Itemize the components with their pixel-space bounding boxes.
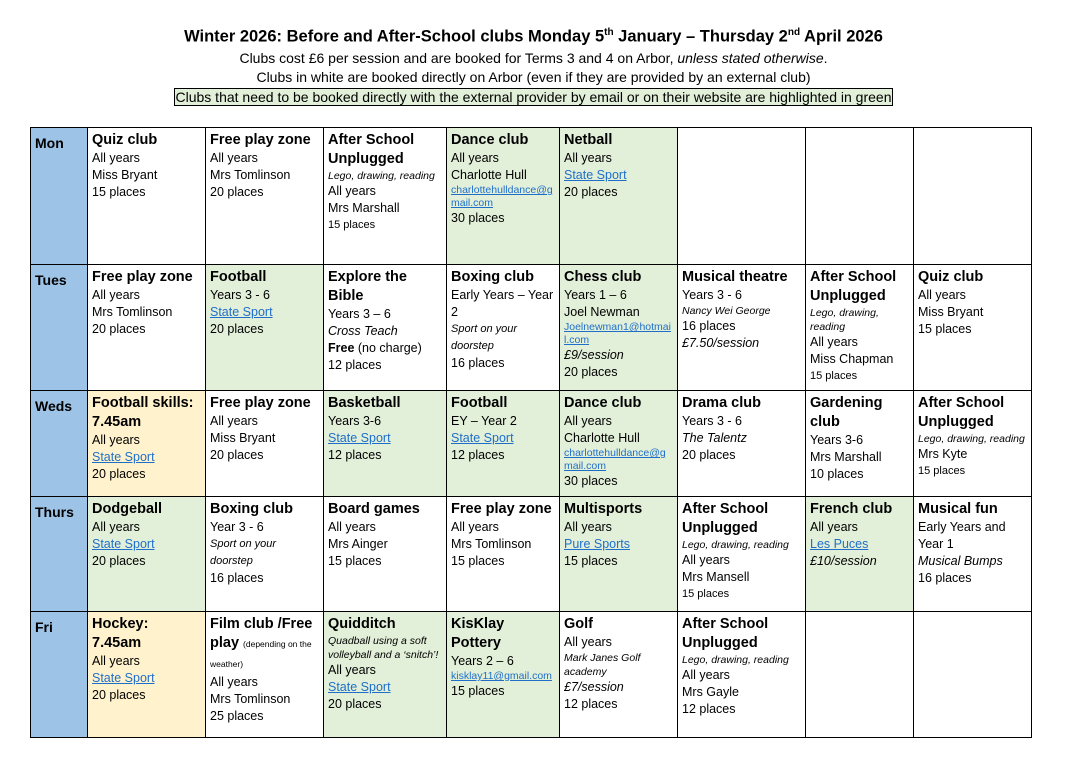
club-cell	[206, 391, 324, 497]
club-note: Lego, drawing, reading	[682, 539, 789, 551]
club-cell	[206, 497, 324, 612]
club-years: Years 2 – 6	[451, 654, 514, 668]
club-name: Golf	[564, 616, 593, 632]
club-years: Years 3 - 6	[682, 414, 742, 428]
club-years: All years	[451, 520, 499, 534]
provider-link[interactable]: State Sport	[328, 680, 391, 694]
club-places: 20 places	[92, 467, 146, 481]
club-years: All years	[92, 151, 140, 165]
club-years: All years	[328, 184, 376, 198]
row-monday	[31, 128, 1032, 265]
club-years: All years	[451, 151, 499, 165]
club-years: All years	[92, 288, 140, 302]
club-cell	[324, 265, 447, 391]
club-name: French club	[810, 501, 893, 517]
club-provider: Cross Teach	[328, 324, 398, 338]
club-places: 15 places	[810, 370, 858, 382]
club-years: All years	[328, 663, 376, 677]
provider-link[interactable]: State Sport	[92, 537, 155, 551]
club-name: KisKlay Pottery	[451, 616, 505, 651]
club-places: 30 places	[564, 474, 618, 488]
club-years: All years	[682, 553, 730, 567]
empty-cell	[806, 612, 914, 738]
club-leader: Mrs Marshall	[810, 450, 882, 464]
email-link[interactable]: charlottehulldance@gmail.com	[564, 447, 666, 472]
provider-link[interactable]: State Sport	[564, 168, 627, 182]
club-years: Early Years – Year 2	[451, 288, 554, 319]
provider-link[interactable]: Les Puces	[810, 537, 869, 551]
club-name: Football	[451, 395, 508, 411]
club-places: 20 places	[210, 448, 264, 462]
green-note: Clubs that need to be booked directly with the external provider by email or on their website are highlighted in green	[175, 89, 892, 105]
club-cell	[560, 391, 678, 497]
club-years: All years	[92, 654, 140, 668]
club-places: 16 places	[210, 571, 264, 585]
email-link[interactable]: charlottehulldance@gmail.com	[451, 184, 553, 209]
club-cell	[324, 497, 447, 612]
row-wednesday	[31, 391, 1032, 497]
club-cell	[324, 612, 447, 738]
club-cell	[88, 391, 206, 497]
page-title: Winter 2026: Before and After-School clubs Monday 5th January – Thursday 2nd April 2026	[184, 27, 883, 46]
club-years: All years	[92, 520, 140, 534]
provider-link[interactable]: State Sport	[92, 671, 155, 685]
club-name: Football	[210, 269, 267, 285]
email-link[interactable]: kisklay11@gmail.com	[451, 670, 552, 682]
club-places: 16 places	[918, 571, 972, 585]
empty-cell	[914, 612, 1032, 738]
club-places: 12 places	[328, 358, 382, 372]
club-name: Free play zone	[210, 395, 311, 411]
club-cell	[206, 612, 324, 738]
empty-cell	[678, 128, 806, 265]
club-years: Year 3 - 6	[210, 520, 264, 534]
club-places: 15 places	[918, 322, 972, 336]
club-leader: Miss Chapman	[810, 352, 894, 366]
club-places: 15 places	[328, 219, 376, 231]
club-leader: Mrs Gayle	[682, 685, 739, 699]
club-name: Chess club	[564, 269, 642, 285]
club-places: 20 places	[92, 322, 146, 336]
club-cell	[447, 265, 560, 391]
club-years: All years	[564, 635, 612, 649]
club-name: Free play zone	[210, 132, 311, 148]
club-places: 15 places	[451, 554, 505, 568]
club-name: Board games	[328, 501, 420, 517]
club-price: £10/session	[810, 554, 877, 568]
club-cell	[324, 391, 447, 497]
club-name: After School Unplugged	[682, 501, 769, 536]
club-name: After School Unplugged	[810, 269, 897, 304]
club-price: £7.50/session	[682, 336, 760, 350]
club-places: 12 places	[682, 702, 736, 716]
club-places: 20 places	[682, 448, 736, 462]
club-leader: Mrs Marshall	[328, 201, 400, 215]
club-leader: Miss Bryant	[92, 168, 158, 182]
club-cell	[560, 128, 678, 265]
club-price: £9/session	[564, 348, 624, 362]
clubs-table	[30, 127, 1032, 738]
club-places: 20 places	[210, 185, 264, 199]
club-note: Lego, drawing, reading	[810, 307, 879, 333]
club-name: After School Unplugged	[682, 616, 769, 651]
club-cell	[88, 612, 206, 738]
club-years: Years 3 – 6	[328, 307, 391, 321]
club-name: Netball	[564, 132, 613, 148]
club-name: Multisports	[564, 501, 643, 517]
club-places: 20 places	[328, 697, 382, 711]
club-name: Free play zone	[92, 269, 193, 285]
club-years: All years	[682, 668, 730, 682]
club-years: All years	[210, 675, 258, 689]
club-places: 16 places	[451, 356, 505, 370]
club-years: All years	[92, 433, 140, 447]
club-name: Boxing club	[210, 501, 293, 517]
club-cell	[560, 612, 678, 738]
club-name: Drama club	[682, 395, 761, 411]
club-years: Early Years and Year 1	[918, 520, 1006, 551]
club-name: Gardening club	[810, 395, 883, 430]
club-name: Musical fun	[918, 501, 998, 517]
club-leader: Joel Newman	[564, 305, 640, 319]
club-note: Lego, drawing, reading	[682, 654, 789, 666]
club-cell	[806, 497, 914, 612]
club-leader: Charlotte Hull	[451, 168, 527, 182]
row-friday	[31, 612, 1032, 738]
club-cell	[447, 391, 560, 497]
club-places: 20 places	[210, 322, 264, 336]
club-cell	[88, 265, 206, 391]
club-cell	[806, 265, 914, 391]
club-cell	[806, 391, 914, 497]
email-link[interactable]: Joelnewman1@hotmail.com	[564, 321, 671, 346]
club-places: 12 places	[328, 448, 382, 462]
club-provider: Sport on your doorstep	[210, 538, 277, 567]
club-places: 15 places	[451, 684, 505, 698]
club-name: Explore the Bible	[328, 269, 407, 304]
day-tuesday: Tues	[31, 265, 88, 391]
club-cell	[914, 265, 1032, 391]
cost-note: Clubs cost £6 per session and are booked for Terms 3 and 4 on Arbor, unless stated otherwise.	[239, 50, 828, 66]
club-places: 25 places	[210, 709, 264, 723]
club-note: Quadball using a soft volleyball and a ‘snitch’!	[328, 635, 439, 661]
empty-cell	[914, 128, 1032, 265]
club-places: 15 places	[92, 185, 146, 199]
club-years: All years	[328, 520, 376, 534]
provider-link[interactable]: State Sport	[451, 431, 514, 445]
club-leader: Mrs Kyte	[918, 447, 968, 461]
club-provider: Nancy Wei George	[682, 305, 771, 317]
club-years: All years	[210, 151, 258, 165]
club-leader: Miss Bryant	[918, 305, 984, 319]
club-leader: Mrs Tomlinson	[210, 692, 291, 706]
club-years: Years 3-6	[328, 414, 382, 428]
provider-link[interactable]: State Sport	[92, 450, 155, 464]
club-note: Lego, drawing, reading	[918, 433, 1025, 445]
club-cell	[206, 265, 324, 391]
club-years: Years 1 – 6	[564, 288, 627, 302]
club-places: 16 places	[682, 319, 736, 333]
club-years: All years	[918, 288, 966, 302]
club-name: After School Unplugged	[918, 395, 1005, 430]
club-places: 15 places	[328, 554, 382, 568]
club-cell	[678, 497, 806, 612]
club-name: Musical theatre	[682, 269, 788, 285]
club-leader: Mrs Mansell	[682, 570, 750, 584]
club-leader: Charlotte Hull	[564, 431, 640, 445]
day-friday: Fri	[31, 612, 88, 738]
club-name: Dance club	[564, 395, 642, 411]
club-name: Free play zone	[451, 501, 552, 517]
club-cell	[88, 128, 206, 265]
provider-link[interactable]: State Sport	[210, 305, 273, 319]
club-places: 30 places	[451, 211, 505, 225]
club-provider: Mark Janes Golf academy	[564, 652, 641, 678]
day-thursday: Thurs	[31, 497, 88, 612]
club-cell	[447, 497, 560, 612]
club-cell	[914, 391, 1032, 497]
club-leader: Mrs Tomlinson	[451, 537, 532, 551]
club-places: 12 places	[451, 448, 505, 462]
club-years: All years	[210, 414, 258, 428]
club-places: 15 places	[682, 588, 730, 600]
club-cell	[678, 612, 806, 738]
club-name: Basketball	[328, 395, 401, 411]
club-name: Quiz club	[92, 132, 158, 148]
white-note: Clubs in white are booked directly on Arbor (even if they are provided by an external club)	[256, 69, 811, 85]
provider-link[interactable]: Pure Sports	[564, 537, 631, 551]
club-leader: Mrs Tomlinson	[210, 168, 291, 182]
club-cell	[324, 128, 447, 265]
club-places: 15 places	[564, 554, 618, 568]
provider-link[interactable]: State Sport	[328, 431, 391, 445]
club-years: All years	[810, 520, 858, 534]
club-places: 20 places	[564, 365, 618, 379]
club-cell	[447, 128, 560, 265]
club-provider: Sport on your doorstep	[451, 323, 518, 352]
club-name: Boxing club	[451, 269, 534, 285]
club-name: Quiz club	[918, 269, 984, 285]
club-cell	[88, 497, 206, 612]
club-name: Dodgeball	[92, 501, 163, 517]
club-cell	[678, 265, 806, 391]
club-places: 10 places	[810, 467, 864, 481]
club-name: After School Unplugged	[328, 132, 415, 167]
club-provider: The Talentz	[682, 431, 747, 445]
club-provider: Musical Bumps	[918, 554, 1003, 568]
club-name: Film club /Free play (depending on the weather)	[210, 616, 313, 669]
day-monday: Mon	[31, 128, 88, 265]
club-years: Years 3-6	[810, 433, 864, 447]
club-name: Hockey: 7.45am	[92, 616, 149, 651]
club-places: 20 places	[564, 185, 618, 199]
club-leader: Mrs Tomlinson	[92, 305, 173, 319]
club-cell	[914, 497, 1032, 612]
club-name: Quidditch	[328, 616, 396, 632]
club-years: All years	[564, 520, 612, 534]
club-cell	[678, 391, 806, 497]
club-years: All years	[564, 151, 612, 165]
row-tuesday	[31, 265, 1032, 391]
club-places: 20 places	[92, 688, 146, 702]
club-years: All years	[564, 414, 612, 428]
club-places: 15 places	[918, 465, 966, 477]
club-price: Free (no charge)	[328, 341, 422, 355]
empty-cell	[806, 128, 914, 265]
club-years: Years 3 - 6	[682, 288, 742, 302]
club-cell	[560, 265, 678, 391]
club-leader: Miss Bryant	[210, 431, 276, 445]
club-note: Lego, drawing, reading	[328, 170, 435, 182]
club-name: Dance club	[451, 132, 529, 148]
club-places: 20 places	[92, 554, 146, 568]
day-wednesday: Weds	[31, 391, 88, 497]
row-thursday	[31, 497, 1032, 612]
club-years: All years	[810, 335, 858, 349]
club-name: Football skills: 7.45am	[92, 395, 194, 430]
club-cell	[206, 128, 324, 265]
club-years: EY – Year 2	[451, 414, 517, 428]
club-leader: Mrs Ainger	[328, 537, 388, 551]
club-years: Years 3 - 6	[210, 288, 270, 302]
club-cell	[447, 612, 560, 738]
club-cell	[560, 497, 678, 612]
club-price: £7/session	[564, 680, 624, 694]
club-places: 12 places	[564, 697, 618, 711]
